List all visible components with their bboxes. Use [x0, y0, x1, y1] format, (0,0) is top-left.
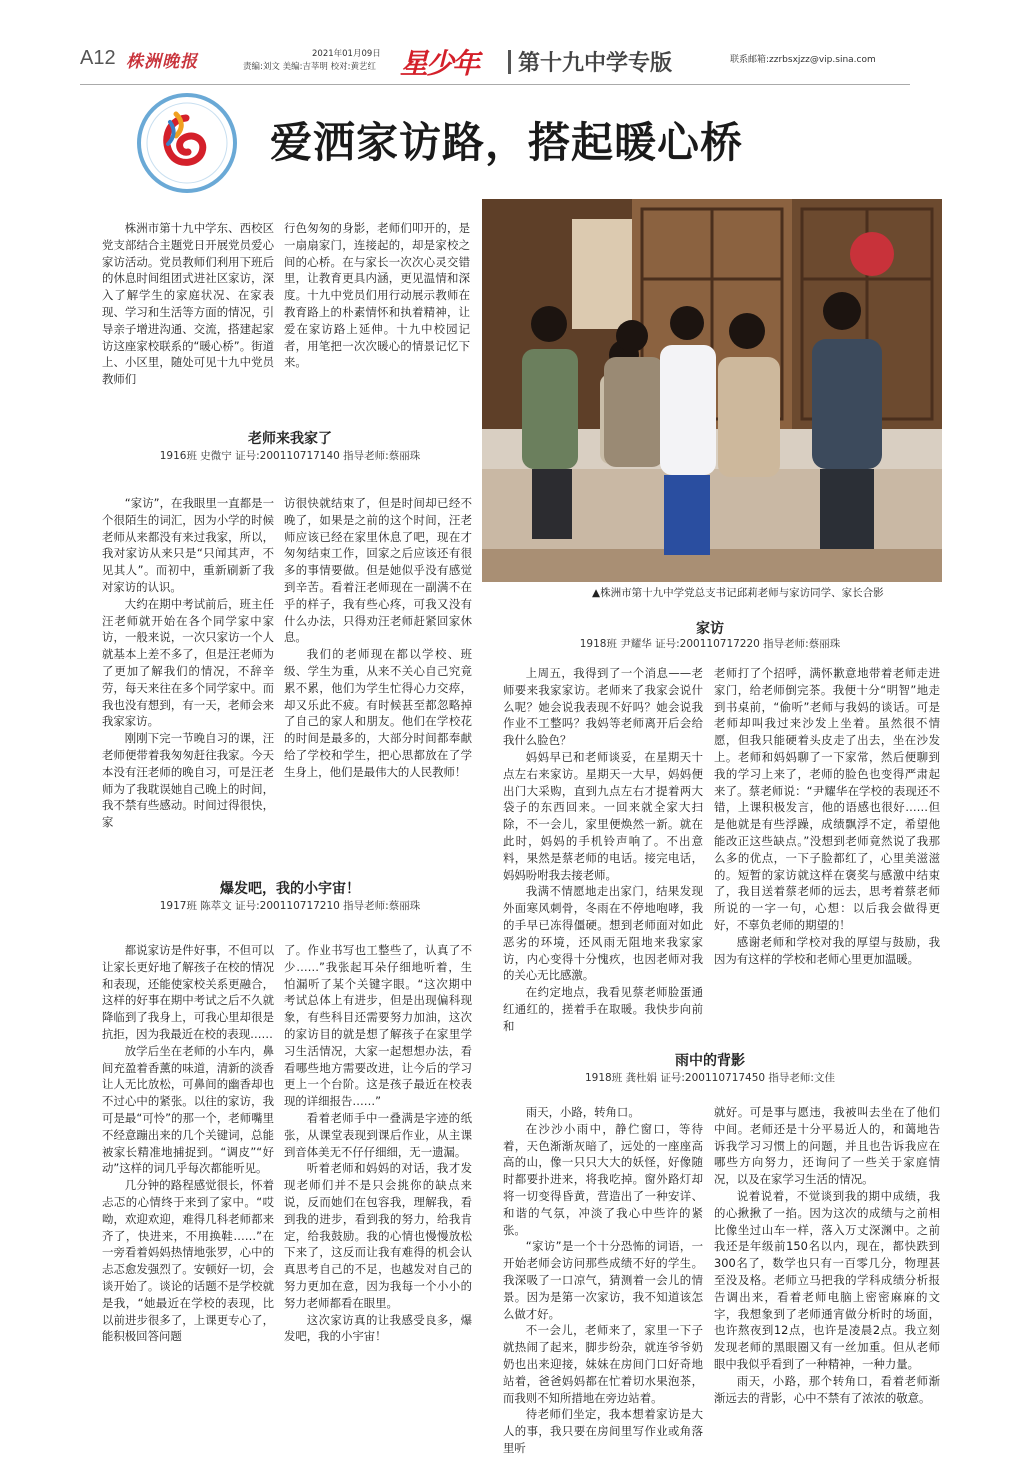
paragraph: 访很快就结束了，但是时间却已经不晚了，如果是之前的这个时间，汪老师应该已经在家里休息了吧，现在才匆匆结束工作，回家之后应该还有很多的事情要做。但是她似乎没有感觉到辛苦。看着汪老师现在一副满不在乎的样子，我有些心疼，可我又没有什么办法，只得劝汪老师赶紧回家休息。: [284, 496, 472, 645]
paragraph: 都说家访是件好事，不但可以让家长更好地了解孩子在校的情况和表现，还能使家校关系更融合，这样的好事在期中考试之后不久就降临到了我身上，可我心里却很是抗拒，因为我最近在校的表现……: [102, 943, 274, 1041]
paragraph: 我满不情愿地走出家门，结果发现外面寒风刺骨，冬雨在不停地咆哮，我的手早已冻得僵硬。想到老师面对如此恶劣的环境，还风雨无阻地来我家家访，内心变得十分愧疚，也因老师对我的关心无比感激。: [503, 884, 703, 983]
article-3-column-1: [102, 942, 274, 1345]
paragraph: “家访”是一个十分恐怖的词语，一开始老师会访问那些成绩不好的学生。我深吸了一口凉气，猜测着一会儿的情景。因为是第一次家访，我不知道该怎么做才好。: [503, 1239, 703, 1321]
article-1-column-2: [284, 495, 472, 781]
intro-column-2: [284, 220, 470, 371]
article-2-column-2: [714, 665, 940, 967]
intro-paragraph-1: 株洲市第十九中学东、西校区党支部结合主题党日开展党员爱心家访活动。党员教师们利用下班后的休息时间组团式进社区家访，深入了解学生的家庭状况、在家表现、学习和生活等方面的情况，引导亲子增进沟通、交流，搭建起家访这座家校联系的“暖心桥”。街道上、小区里，随处可见十九中党员教师们: [102, 221, 274, 387]
brand-logo: 星少年: [400, 47, 479, 80]
section-title: 第十九中学专版: [518, 51, 673, 76]
paper-name-logo: 株洲晚报: [126, 52, 198, 72]
paragraph: 就好。可是事与愿违，我被叫去坐在了他们中间。老师还是十分平易近人的，和蔼地告诉我学习习惯上的问题，并且也告诉我应在哪些方向努力，还询问了一些关于家庭情况，以及在家学习生活的情况。: [714, 1105, 940, 1187]
article-3-byline: 1917班 陈萃文 证号:200110717210 指导老师:蔡丽珠: [159, 900, 421, 912]
paragraph: 待老师们坐定，我本想着家访是大人的事，我只要在房间里写作业或角落里听: [503, 1407, 703, 1455]
header-rule: [80, 84, 910, 85]
paragraph: 这次家访真的让我感受良多，爆发吧，我的小宇宙！: [284, 1312, 472, 1344]
paragraph: 了。作业书写也工整些了，认真了不少……”我张起耳朵仔细地听着，生怕漏听了某个关键字眼。“这次期中考试总体上有进步，但是出现偏科现象，有些科目还需要努力加油，这次的家访目的就是想了解孩子在家里学习生活情况，大家一起想想办法，看看哪些地方需要改进，让今后的学习更上一个台阶。这是孩子最近在校表现的详细报告……”: [284, 943, 472, 1109]
article-2-byline: 1918班 尹耀华 证号:200110717220 指导老师:蔡丽珠: [579, 638, 841, 650]
article-3-title: 爆发吧，我的小宇宙！: [220, 881, 360, 897]
paragraph: 雨天，小路，转角口。: [525, 1105, 640, 1119]
paragraph: 几分钟的路程感觉很长，怀着忐忑的心情终于来到了家中。“哎呦，欢迎欢迎，难得几科老师都来齐了，快进来，不用换鞋……”在一旁看着妈妈热情地张罗，心中的忐忑愈发强烈了。安顿好一切，会谈开始了。谈论的话题不是学校就是我，“她最近在学校的表现，比以前进步很多了，上课更专心了，能积极回答问题: [102, 1178, 274, 1344]
photo-caption: ▲株洲市第十九中学党总支书记邱莉老师与家访同学、家长合影: [592, 587, 884, 599]
intro-column-1: [102, 220, 274, 388]
paragraph: 感谢老师和学校对我的厚望与鼓励，我因为有这样的学校和老师心里更加温暖。: [714, 934, 940, 966]
contact-email: 联系邮箱:zzrbsxjzz@vip.sina.com: [730, 55, 876, 65]
header-divider: [508, 50, 511, 74]
header-bar: [50, 44, 910, 84]
paragraph: 妈妈早已和老师谈妥，在星期天十点左右来家访。星期天一大早，妈妈便出门大采购，直到九点左右才提着两大袋子的东西回来。一回来就全家大扫除，不一会儿，家里便焕然一新。就在此时，妈妈的手机铃声响了。不出意料，果然是蔡老师的电话。接完电话，妈妈吩咐我去接老师。: [503, 749, 703, 882]
article-1-title: 老师来我家了: [248, 431, 332, 447]
paragraph: 雨天，小路，那个转角口，看着老师渐渐远去的背影，心中不禁有了浓浓的敬意。: [714, 1373, 940, 1405]
article-4-column-2: [714, 1104, 940, 1406]
paragraph: 听着老师和妈妈的对话，我才发现老师们并不是只会挑你的缺点来说，反而她们在包容我，理解我，看到我的进步，看到我的努力，给我肯定，给我鼓励。我的心情也慢慢放松下来了，这反而让我有难得的机会认真思考自己的不足，也越发对自己的努力更加在意，因为我每一个小小的努力老师都看在眼里。: [284, 1161, 472, 1310]
article-2-title: 家访: [696, 621, 724, 637]
paragraph: 放学后坐在老师的小车内，鼻间充盈着香薰的味道，清新的淡香让人无比放松，可鼻间的幽香却也不过心中的紧张。以往的家访，我可是最“可怜”的那一个，老师嘴里不经意蹦出来的几个关键词，总能被家长精准地捕捉到。“调皮”“好动”这样的词几乎每次都能听见。: [102, 1043, 274, 1176]
article-1-byline: 1916班 史微宁 证号:200110717140 指导老师:蔡丽珠: [159, 450, 421, 462]
paragraph: 在约定地点，我看见蔡老师脸蛋通红通红的，搓着手在取暖。我快步向前和: [503, 985, 703, 1033]
main-title: 爱洒家访路，搭起暖心桥: [270, 118, 744, 167]
paragraph: 老师打了个招呼，满怀歉意地带着老师走进家门，给老师倒完茶。我便十分“明智”地走到书桌前，“偷听”老师与我妈的谈话。可是老师却叫我过来沙发上坐着。虽然很不情愿，但我只能硬着头皮走了出去，坐在沙发上。老师和妈妈聊了一下家常，然后便聊到我的学习上来了，老师的脸色也变得严肃起来了。蔡老师说：“尹耀华在学校的表现还不错，上课积极发言，他的语感也很好……但是他就是有些浮躁，成绩飘浮不定，希望他能改正这些缺点。”没想到老师竟然说了我那么多的优点，一下子脸都红了，心里美滋滋的。短暂的家访就这样在褒奖与感激中结束了，我目送着蔡老师的远去，思考着蔡老师所说的一字一句，心想：以后我会做得更好，不辜负老师的期望的！: [714, 666, 940, 932]
intro-paragraph-2: 行色匆匆的身影，老师们叩开的，是一扇扇家门，连接起的，却是家校之间的心桥。在与家长一次次心灵交错里，让教育更具内涵，更见温情和深度。十九中党员们用行动展示教师在教育路上的朴素情怀和执着精神，让爱在家访路上延伸。十九中校园记者，用笔把一次次暖心的情景记忆下来。: [284, 221, 470, 370]
paragraph: 在沙沙小雨中，静伫窗口，等待着，天色渐渐灰暗了，远处的一座座高高的山，像一只只大大的妖怪，好像随时都要扑进来，将我吃掉。窗外路灯却将一切变得昏黄，营造出了一种安详、和谐的气氛，冲淡了我心中些许的紧张。: [503, 1121, 703, 1237]
paragraph: 不一会儿，老师来了，家里一下子就热闹了起来，脚步纷杂，就连爷爷奶奶也出来迎接，妹妹在房间门口好奇地站着，爸爸妈妈都在忙着切水果泡茶，而我则不知所措地在旁边站着。: [503, 1323, 703, 1405]
group-photo: [482, 199, 942, 582]
editor-credits: 责编:刘文 美编:吉莘明 校对:黄艺红: [243, 62, 376, 72]
article-2-column-1: [503, 665, 703, 1035]
paragraph: 说着说着，不觉谈到我的期中成绩，我的心揪揪了一掐。因为这次的成绩与之前相比像坐过山车一样，落入万丈深渊中。之前我还是年级前150名以内，现在，都快跌到300名了，数学也只有一百零几分，物理甚至没及格。老师立马把我的学科成绩分析报告调出来，看着老师电脑上密密麻麻的文字，我想象到了老师通宵做分析时的场面，也许熬夜到12点，也许是凌晨2点。我立刻发现老师的黑眼圈又有一丝加重。但从老师眼中我似乎看到了一种精神，一种力量。: [714, 1188, 940, 1371]
article-4-byline: 1918班 龚杜娟 证号:200110717450 指导老师:文佳: [585, 1072, 835, 1084]
paragraph: 看着老师手中一叠满是字迹的纸张，从课堂表现到课后作业，从主课到音体美无不仔仔细细，无一遗漏。: [284, 1110, 472, 1159]
school-logo: [136, 92, 238, 194]
date-line: 2021年01月09日: [312, 49, 381, 59]
paragraph: 我们的老师现在都以学校、班级、学生为重，从来不关心自己究竟累不累，他们为学生忙得心力交瘁，却又乐此不疲。有时候甚至都忽略掉了自己的家人和朋友。他们在学校花的时间是最多的，大部分时间都奉献给了学校和学生，把心思都放在了学生身上，他们是最伟大的人民教师！: [284, 647, 472, 779]
article-1-column-1: [102, 495, 274, 831]
article-4-title: 雨中的背影: [675, 1053, 745, 1069]
paragraph: 刚刚下完一节晚自习的课，汪老师便带着我匆匆赶往我家。今天本没有汪老师的晚自习，可是汪老师为了我耽误她自己晚上的时间，我不禁有些感动。时间过得很快，家: [102, 731, 274, 830]
article-4-column-1: [503, 1104, 703, 1457]
article-3-column-2: [284, 942, 472, 1345]
paragraph: “家访”，在我眼里一直都是一个很陌生的词汇，因为小学的时候老师从来都没有来过我家，所以，我对家访从来只是“只闻其声，不见其人”。而初中，重新刷新了我对家访的认识。: [102, 496, 274, 594]
paragraph: 上周五，我得到了一个消息——老师要来我家家访。老师来了我家会说什么呢？她会说我表现不好吗？她会说我作业不工整吗？我妈等老师离开后会给我什么脸色？: [503, 666, 703, 748]
paragraph: 大约在期中考试前后，班主任汪老师就开始在各个同学家中家访，一般来说，一次只家访一个人就基本上差不多了，但是汪老师为了更加了解我们的情况，不辞辛劳，每天来往在多个同学家中。而我也没有想到，有一天，老师会来我家家访。: [102, 596, 274, 729]
page-number: A12: [80, 47, 116, 69]
